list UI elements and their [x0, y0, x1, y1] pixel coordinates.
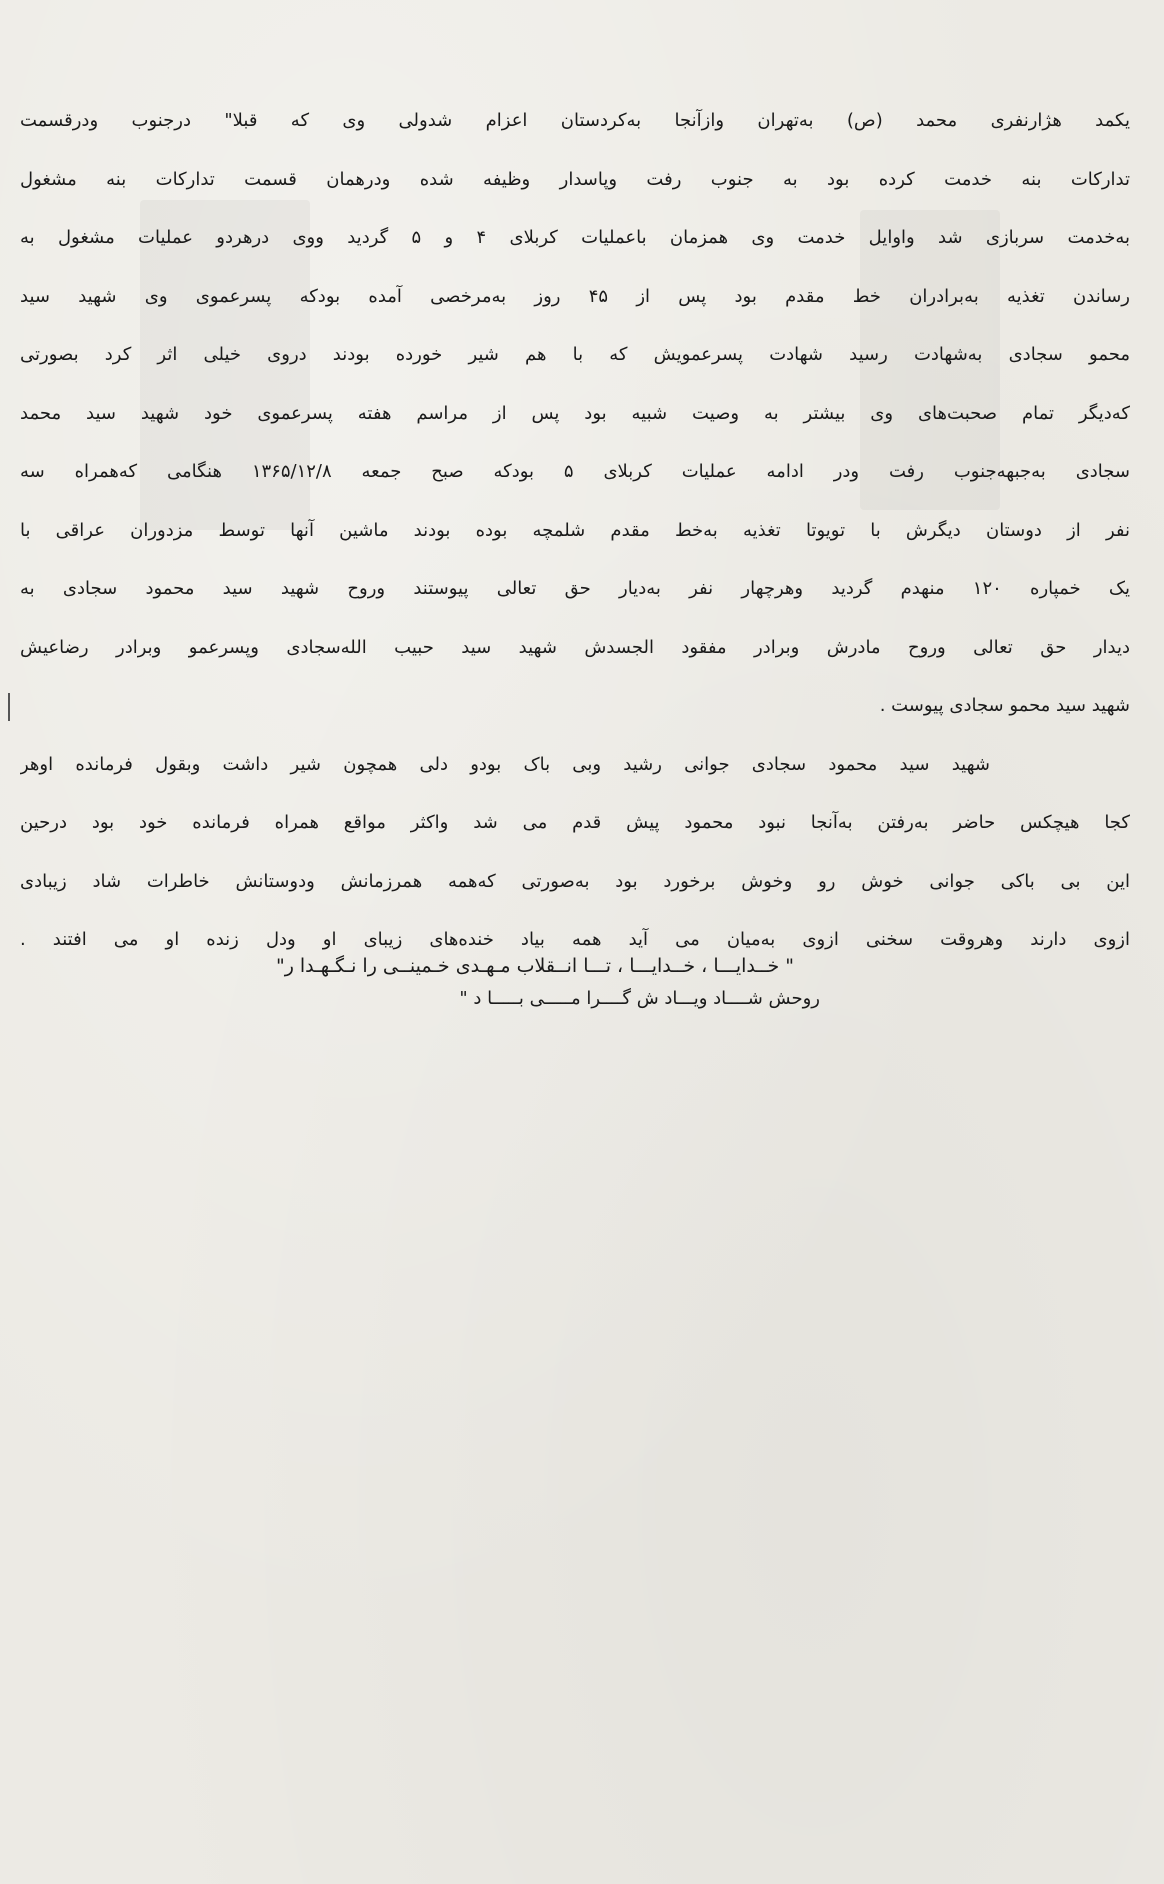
- text-line: یکمد هژارنفری محمد (ص) بەتهران وازآنجا بەکردستان اعزام شدولی وی که قبلا" درجنوب ودرقسمت: [20, 110, 1130, 131]
- text-line: بەخدمت سربازی شد واوایل خدمت وی همزمان باعملیات کربلای ۴ و ۵ گردید ووی درهردو عملیات مشغول به: [20, 227, 1130, 248]
- text-line: ازوی دارند وهروقت سخنی ازوی بەمیان می آید همه بیاد خنده‌های زیبای او ودل زنده او می افتند .: [20, 929, 1130, 950]
- text-line: تدارکات بنه خدمت کرده بود به جنوب رفت وپاسدار وظیفه شده ودرهمان قسمت تدارکات بنه مشغول: [20, 168, 1130, 190]
- bleed-through-heading: [150, 50, 970, 90]
- text-line: کەدیگر تمام صحبت‌های وی بیشتر به وصیت شبیه بود پس از مراسم هفته پسرعموی خود شهید سید محمد: [20, 402, 1130, 424]
- text-line: نفر از دوستان دیگرش با تویوتا تغذیه بەخط مقدم شلمچه بوده بودند ماشین آنها توسط مزدوران عراقی با: [20, 519, 1130, 541]
- text-line: محمو سجادی بەشهادت رسید شهادت پسرعمویش که با هم شیر خورده بودند دروی خیلی اثر کرد بصورتی: [20, 344, 1130, 365]
- text-line: یک خمپاره ۱۲۰ منهدم گردید وهرچهار نفر بەدیار حق تعالی پیوستند وروح شهید سید محمود سجادی به: [20, 578, 1130, 599]
- text-line: شهید سید محمود سجادی جوانی رشید وبی باک بودو دلی همچون شیر داشت وبقول فرمانده اوهر: [20, 753, 990, 775]
- text-line: رساندن تغذیه بەبرادران خط مقدم بود پس از ۴۵ روز بەمرخصی آمده بودکه پسرعموی وی شهید سید: [20, 285, 1130, 307]
- text-line: شهید سید محمو سجادی پیوست .: [879, 695, 1130, 716]
- margin-mark: [8, 693, 14, 721]
- closing-slogan: " خــدایـــا ، خــدایـــا ، تـــا انــقلاب مـهـدی خـمینــی را نـگـهـدا ر": [275, 955, 795, 977]
- text-line: سجادی بەجبهەجنوب رفت ودر ادامه عملیات کربلای ۵ بودکه صبح جمعه ۱۳۶۵/۱۲/۸ هنگامی کەهمراه سه: [20, 461, 1130, 482]
- text-line: این بی باکی جوانی خوش رو وخوش برخورد بود بەصورتی کەهمه همرزمانش ودوستانش خاطرات شاد زیبادی: [20, 870, 1130, 892]
- text-line: کجا هیچکس حاضر بەرفتن بەآنجا نبود محمود پیش قدم می شد واکثر مواقع همراه فرمانده خود بود درحین: [20, 812, 1130, 833]
- document-body: [20, 92, 1130, 1028]
- text-line: دیدار حق تعالی وروح مادرش وبرادر مفقود الجسدش شهید سید حبیب اللەسجادی وپسرعمو وبرادر رضاعیش: [20, 636, 1130, 658]
- closing-line: روحش شــــاد ویـــاد ش گــــرا مـــــی بـــــا د ": [459, 987, 820, 1009]
